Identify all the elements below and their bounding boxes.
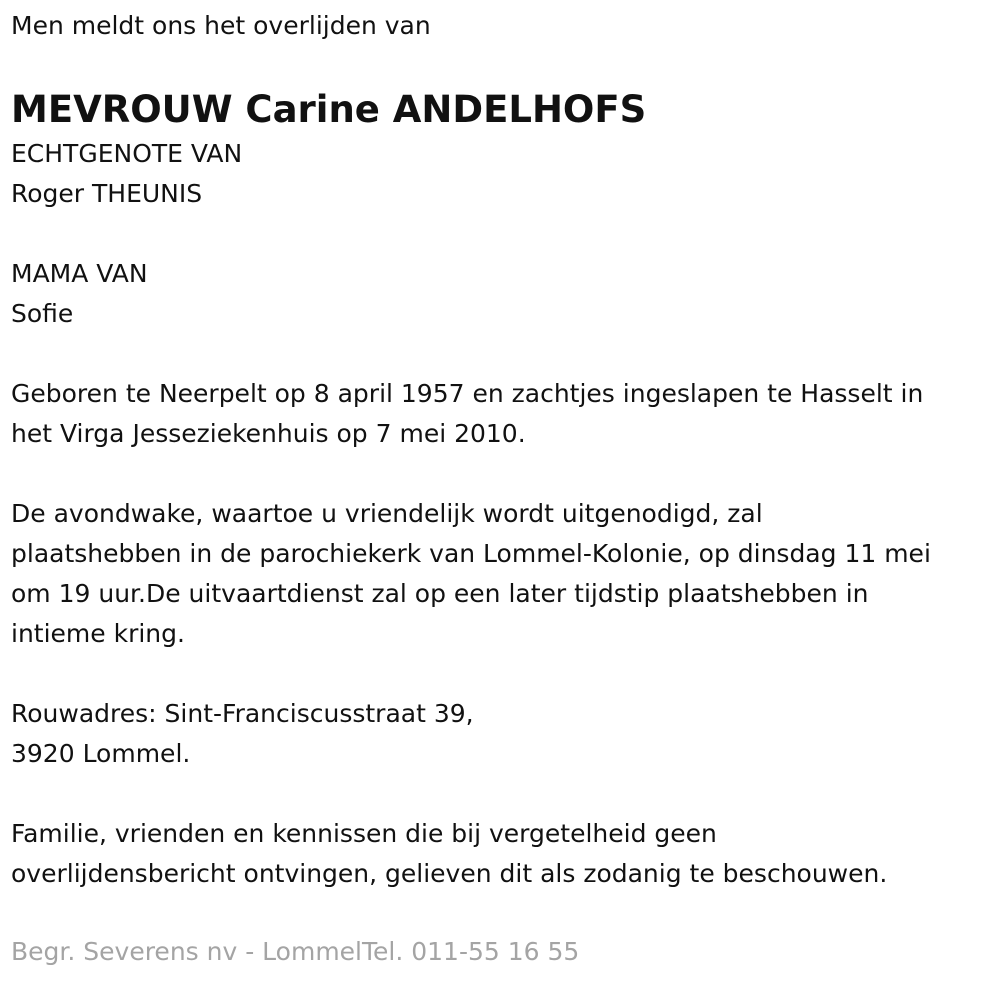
spouse-label: ECHTGENOTE VAN [11,139,243,168]
birth-death-paragraph [11,374,989,454]
paragraph-line: plaatshebben in de parochiekerk van Lommel-Kolonie, op dinsdag 11 mei [11,539,931,568]
notice-paragraph [11,814,989,894]
child-name: Sofie [11,299,74,328]
child-label: MAMA VAN [11,259,148,288]
paragraph-line: Familie, vrienden en kennissen die bij vergetelheid geen [11,819,717,848]
paragraph-line: De avondwake, waartoe u vriendelijk wordt uitgenodigd, zal [11,499,763,528]
deceased-name: MEVROUW Carine ANDELHOFS [11,88,647,131]
wake-paragraph [11,494,989,654]
funeral-home-footer: Begr. Severens nv - LommelTel. 011-55 16 55 [11,937,580,966]
spouse-name: Roger THEUNIS [11,179,203,208]
paragraph-line: overlijdensbericht ontvingen, gelieven dit als zodanig te beschouwen. [11,859,888,888]
spouse-section [11,134,989,214]
child-section [11,254,989,334]
intro-text: Men meldt ons het overlijden van [11,11,431,40]
paragraph-line: om 19 uur.De uitvaartdienst zal op een later tijdstip plaatshebben in [11,579,869,608]
paragraph-line: Geboren te Neerpelt op 8 april 1957 en zachtjes ingeslapen te Hasselt in [11,379,924,408]
address-paragraph [11,694,989,774]
address-line: 3920 Lommel. [11,739,191,768]
paragraph-line: het Virga Jesseziekenhuis op 7 mei 2010. [11,419,526,448]
address-line: Rouwadres: Sint-Franciscusstraat 39, [11,699,474,728]
paragraph-line: intieme kring. [11,619,185,648]
